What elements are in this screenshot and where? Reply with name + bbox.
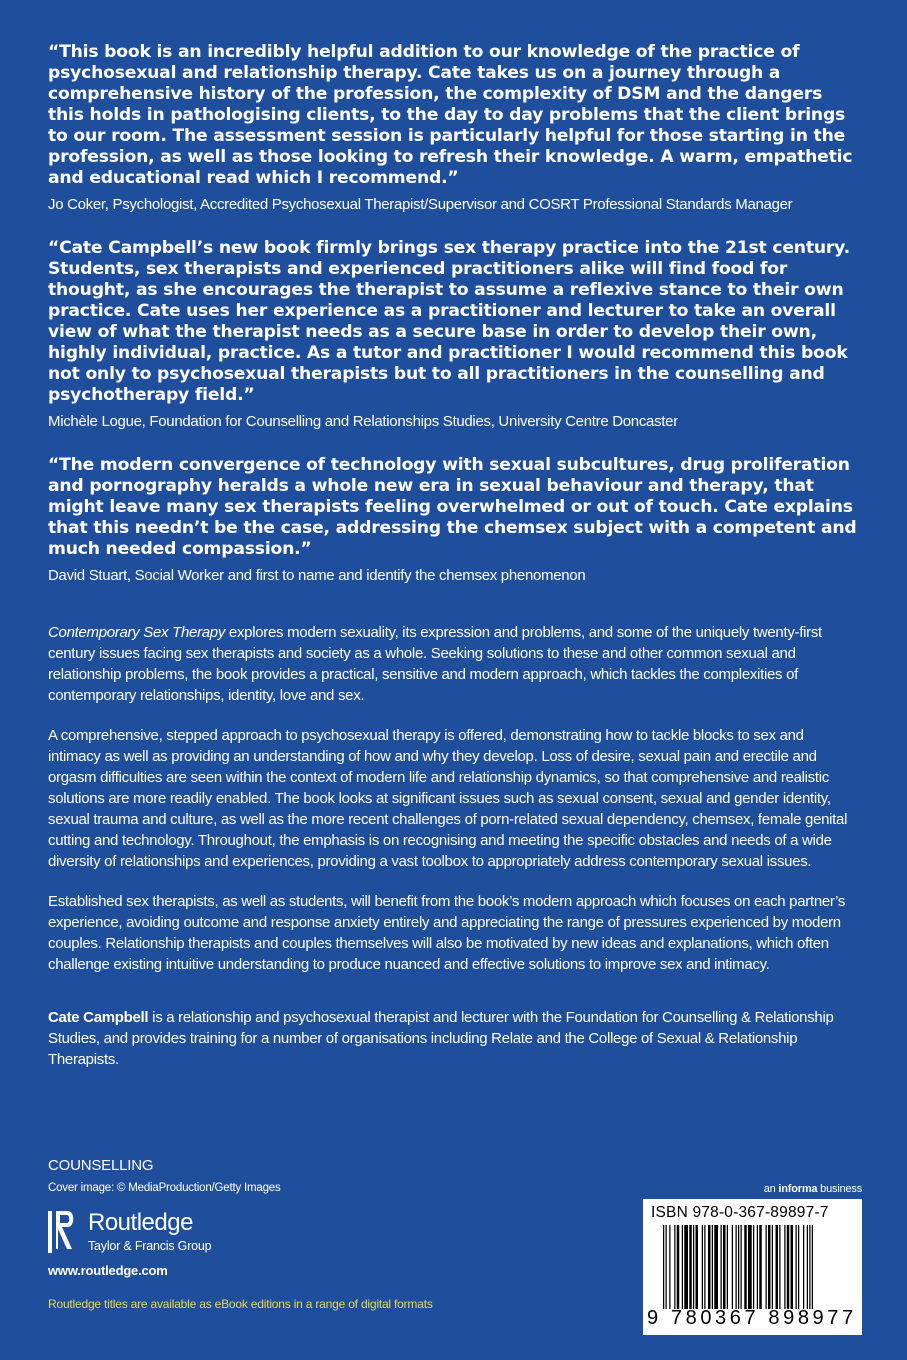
endorsement-attribution: Michèle Logue, Foundation for Counselling and Relationships Studies, University Centre Doncaster	[48, 413, 678, 430]
publisher-name: Routledge	[88, 1209, 193, 1236]
description-paragraph-1	[48, 622, 860, 706]
barcode-digits: 9 780367 898977	[647, 1307, 857, 1329]
description-paragraph-2: A comprehensive, stepped approach to psychosexual therapy is offered, demonstrating how to tackle blocks to sex and intimacy as well as providing an understanding of how and why they develop. Loss of desire, sexual pain and erectile and orgasm difficulties are seen within the context of modern life and relationship dynamics, so that comprehensive and realistic solutions are more readily enabled. The book looks at significant issues such as sexual consent, sexual and gender identity, sexual trauma and culture, as well as the more recent challenges of porn-related sexual dependency, chemsex, female genital cutting and technology. Throughout, the emphasis is on recognising and meeting the specific obstacles and needs of a wide diversity of relationships and experiences, providing a vast toolbox to appropriately address contemporary sexual issues.	[48, 727, 848, 870]
author-name: Cate Campbell	[48, 1009, 149, 1026]
publisher-logo	[48, 1209, 248, 1257]
endorsement-quote: “Cate Campbell’s new book firmly brings sex therapy practice into the 21st century. Students, sex therapists and experienced practitioners alike will find food for thought, as she encourages the therapist to assume a reflexive stance to their own practice. Cate uses her experience as a practitioner and lecturer to take an overall view of what the therapist needs as a secure base in order to develop their own, highly individual, practice. As a tutor and practitioner I would recommend this book not only to psychosexual therapists but to all practitioners in the counselling and psychotherapy field.”	[48, 238, 850, 405]
cover-image-credit: Cover image: © MediaProduction/Getty Images	[48, 1182, 281, 1194]
ebook-availability-note: Routledge titles are available as eBook editions in a range of digital formats	[48, 1297, 433, 1311]
publisher-group: Taylor & Francis Group	[88, 1239, 212, 1253]
endorsement-attribution: Jo Coker, Psychologist, Accredited Psychosexual Therapist/Supervisor and COSRT Professional Standards Manager	[48, 196, 793, 213]
back-cover-content	[48, 42, 860, 1089]
endorsement-quote: “The modern convergence of technology with sexual subcultures, drug proliferation and pornography heralds a whole new era in sexual behaviour and therapy, that might leave many sex therapists feeling overwhelmed or out of touch. Cate explains that this needn’t be the case, addressing the chemsex subject with a competent and much needed compassion.”	[48, 455, 857, 559]
author-bio	[48, 1007, 860, 1070]
endorsement-2	[48, 238, 860, 432]
endorsement-3	[48, 455, 860, 586]
publisher-website[interactable]: www.routledge.com	[48, 1263, 168, 1278]
author-bio-text: is a relationship and psychosexual therapist and lecturer with the Foundation for Counselling & Relationship Studies, and provides training for a number of organisations including Relate and the College of Sexual & Relationship Therapists.	[48, 1009, 834, 1068]
endorsement-1	[48, 42, 860, 215]
informa-brand: informa	[778, 1183, 818, 1195]
informa-business-tag	[764, 1183, 862, 1195]
barcode-icon	[663, 1225, 855, 1309]
isbn-barcode	[643, 1199, 862, 1335]
isbn-number: ISBN 978-0-367-89897-7	[651, 1204, 829, 1221]
endorsement-quote: “This book is an incredibly helpful addition to our knowledge of the practice of psychosexual and relationship therapy. Cate takes us on a journey through a comprehensive history of the profession, the complexity of DSM and the dangers this holds in pathologising clients, to the day to day problems that the client brings to our room. The assessment session is particularly helpful for those starting in the profession, as well as those looking to refresh their knowledge. A warm, empathetic and educational read which I recommend.”	[48, 42, 853, 188]
informa-suffix: business	[817, 1183, 862, 1195]
endorsement-attribution: David Stuart, Social Worker and first to name and identify the chemsex phenomenon	[48, 567, 586, 584]
book-title: Contemporary Sex Therapy	[48, 624, 226, 641]
subject-category: COUNSELLING	[48, 1157, 154, 1174]
description-text: explores modern sexuality, its expression and problems, and some of the uniquely twenty-first century issues facing sex therapists and society as a whole. Seeking solutions to these and other common sexual and relationship problems, the book provides a practical, sensitive and modern approach, which tackles the complexities of contemporary relationships, identity, love and sex.	[48, 624, 822, 704]
informa-prefix: an	[763, 1183, 779, 1195]
routledge-logo-icon	[48, 1209, 76, 1255]
description-paragraph-3: Established sex therapists, as well as students, will benefit from the book’s modern approach which focuses on each partner’s experience, avoiding outcome and response anxiety entirely and appreciating the range of pressures experienced by modern couples. Relationship therapists and couples themselves will also be motivated by new ideas and explanations, which often challenge existing intuitive understanding to produce nuanced and effective solutions to improve sex and intimacy.	[48, 893, 846, 973]
